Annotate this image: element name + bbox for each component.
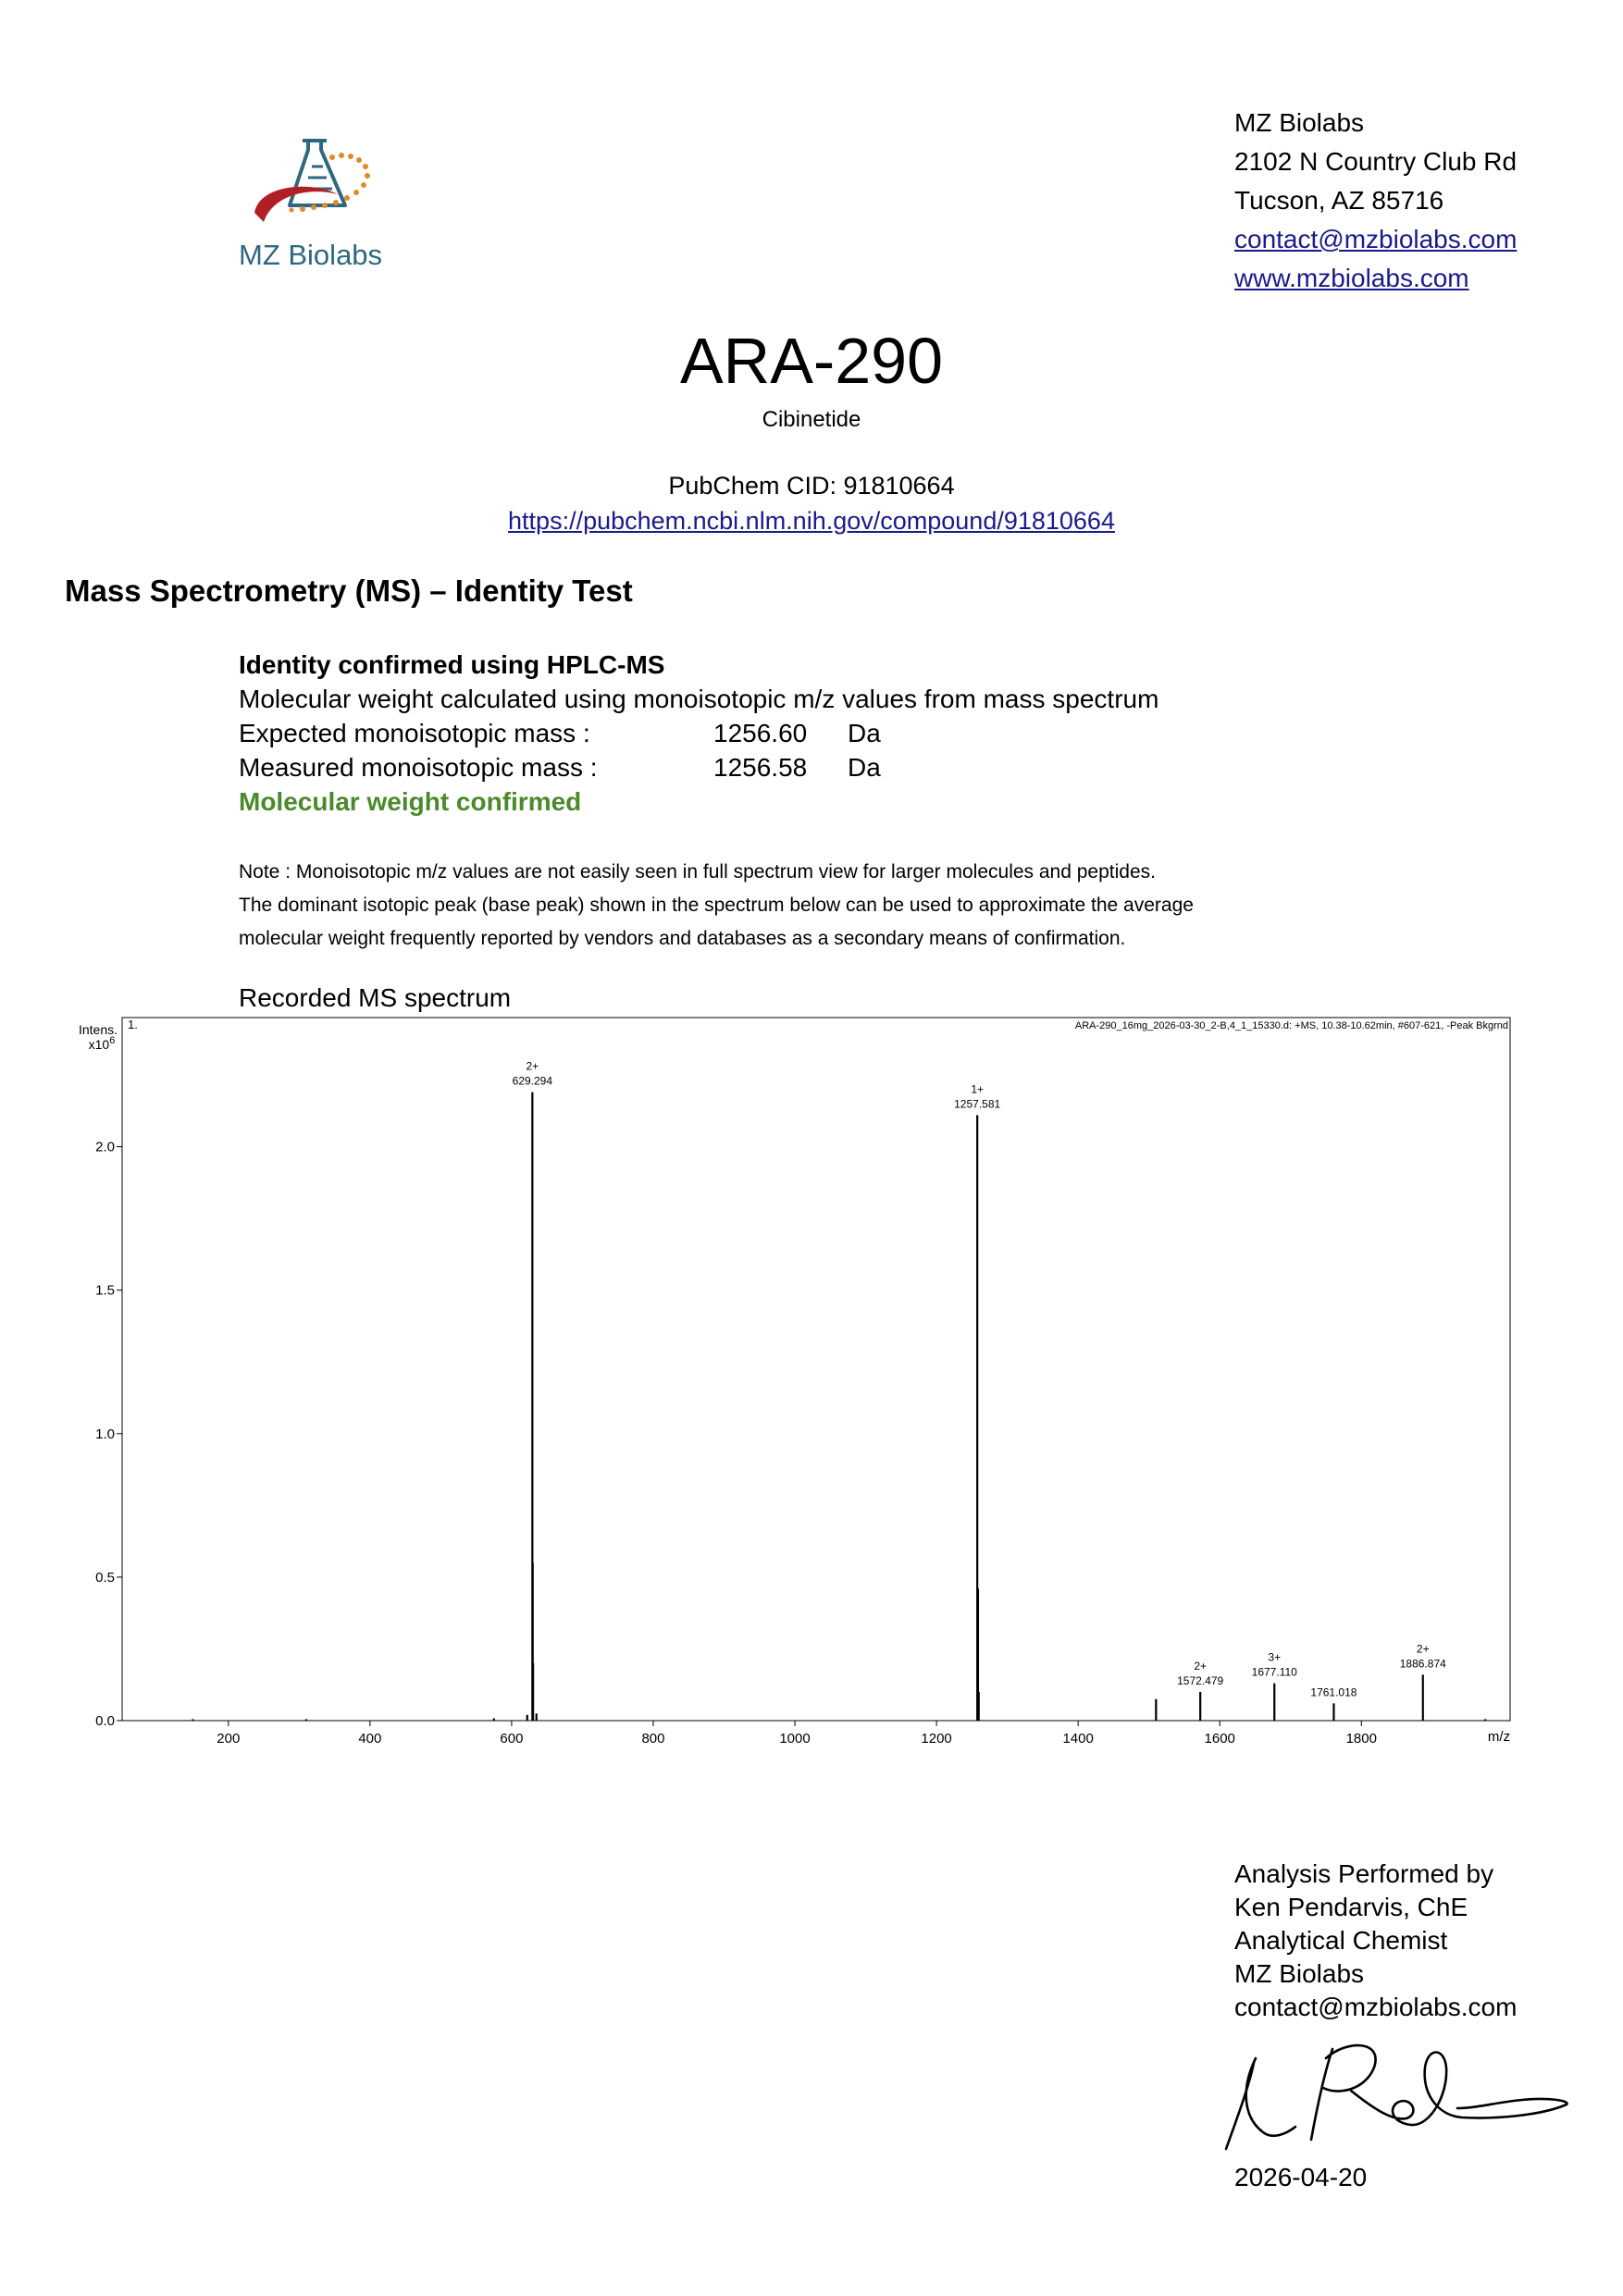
analyst-email: contact@mzbiolabs.com	[1234, 1993, 1518, 2021]
x-tick-label: 800	[641, 1731, 665, 1747]
measured-mass-value: 1256.58	[713, 753, 808, 782]
company-address	[1234, 104, 1517, 298]
x-tick-label: 1000	[779, 1731, 811, 1747]
measured-mass-unit: Da	[848, 753, 881, 782]
logo-text: MZ Biolabs	[239, 239, 383, 271]
x-tick-label: 200	[217, 1731, 241, 1747]
y-tick-label: 0.5	[95, 1569, 115, 1586]
peak-mz-label: 1572.479	[1177, 1673, 1224, 1687]
product-subtitle: Cibinetide	[762, 407, 861, 432]
results-block	[239, 648, 1158, 819]
peak-mz-label: 1886.874	[1399, 1657, 1446, 1671]
y-tick-label: 0.0	[95, 1713, 115, 1729]
peak-charge-label: 2+	[526, 1059, 539, 1073]
x-tick-label: 1800	[1345, 1731, 1377, 1747]
analyst-company: MZ Biolabs	[1234, 1959, 1365, 1988]
section-heading: Mass Spectrometry (MS) – Identity Test	[65, 574, 633, 608]
peak-charge-label: 3+	[1268, 1650, 1282, 1664]
expected-mass-label: Expected monoisotopic mass :	[239, 719, 590, 747]
x-tick-label: 1400	[1062, 1731, 1094, 1747]
company-name: MZ Biolabs	[1234, 108, 1365, 137]
expected-mass-value: 1256.60	[713, 719, 808, 747]
x-axis-label: m/z	[1487, 1729, 1511, 1745]
expected-mass-row	[239, 716, 1158, 750]
expected-mass-unit: Da	[848, 719, 881, 747]
x-tick-label: 600	[500, 1731, 524, 1747]
note-line-1: Note : Monoisotopic m/z values are not easily seen in full spectrum view for larger molecules and peptides.	[239, 861, 1156, 883]
results-method: Molecular weight calculated using monoisotopic m/z values from mass spectrum	[239, 685, 1159, 713]
street-address: 2102 N Country Club Rd	[1234, 147, 1518, 176]
signoff-block	[1234, 1858, 1517, 2024]
website-link[interactable]: www.mzbiolabs.com	[1234, 264, 1469, 292]
y-tick-label: 1.5	[95, 1282, 115, 1299]
spectrum-peaks	[193, 1092, 1486, 1721]
signature-date: 2026-04-20	[1234, 2163, 1368, 2191]
peak-mz-label: 1761.018	[1310, 1685, 1357, 1699]
x-tick-label: 400	[358, 1731, 382, 1747]
plot-frame	[122, 1018, 1510, 1721]
y-axis-label-intens: Intens.	[78, 1022, 118, 1037]
y-axis-scale-base: x10	[88, 1037, 110, 1052]
analyst-title: Analytical Chemist	[1234, 1926, 1448, 1955]
email-link[interactable]: contact@mzbiolabs.com	[1234, 225, 1518, 253]
y-tick-label: 2.0	[95, 1139, 115, 1155]
spectrum-header: ARA-290_16mg_2026-03-30_2-B,4_1_15330.d: +MS, 10.38-10.62min, #607-621, -Peak Bkgrnd	[1074, 1020, 1508, 1031]
peak-labels	[513, 1060, 1446, 1699]
y-axis-label-scale	[89, 1035, 116, 1052]
spectrum-title: Recorded MS spectrum	[239, 983, 512, 1012]
peak-mz-label: 1677.110	[1251, 1665, 1297, 1679]
confirmation-status: Molecular weight confirmed	[239, 787, 582, 816]
city-state-zip: Tucson, AZ 85716	[1234, 186, 1444, 215]
measured-mass-label: Measured monoisotopic mass :	[239, 753, 598, 782]
peak-charge-label: 1+	[971, 1082, 985, 1096]
signoff-line-1: Analysis Performed by	[1234, 1859, 1494, 1888]
analyst-name: Ken Pendarvis, ChE	[1234, 1893, 1468, 1921]
peak-mz-label: 629.294	[512, 1074, 553, 1088]
axis-ticks	[95, 1140, 1377, 1747]
peak-mz-label: 1257.581	[954, 1097, 1001, 1111]
peak-charge-label: 2+	[1194, 1659, 1208, 1673]
y-tick-label: 1.0	[95, 1426, 115, 1442]
peak-charge-label: 2+	[1416, 1642, 1430, 1656]
product-title: ARA-290	[679, 325, 944, 397]
measured-mass-row	[239, 750, 1158, 784]
results-heading: Identity confirmed using HPLC-MS	[239, 650, 665, 679]
note-block	[239, 856, 1194, 956]
handwritten-signature	[1208, 2031, 1578, 2160]
note-line-2: The dominant isotopic peak (base peak) shown in the spectrum below can be used to approximate the average	[239, 895, 1194, 916]
ms-spectrum-chart	[56, 1010, 1518, 1750]
x-tick-label: 1200	[921, 1731, 952, 1747]
y-axis-scale-exponent: 6	[109, 1035, 116, 1046]
pubchem-cid: PubChem CID: 91810664	[668, 472, 955, 500]
trace-label: 1.	[128, 1018, 138, 1031]
pubchem-url-container	[0, 507, 1623, 536]
pubchem-link[interactable]: https://pubchem.ncbi.nlm.nih.gov/compound/91810664	[508, 507, 1115, 535]
note-line-3: molecular weight frequently reported by vendors and databases as a secondary means of confirmation.	[239, 928, 1126, 949]
x-tick-label: 1600	[1204, 1731, 1235, 1747]
